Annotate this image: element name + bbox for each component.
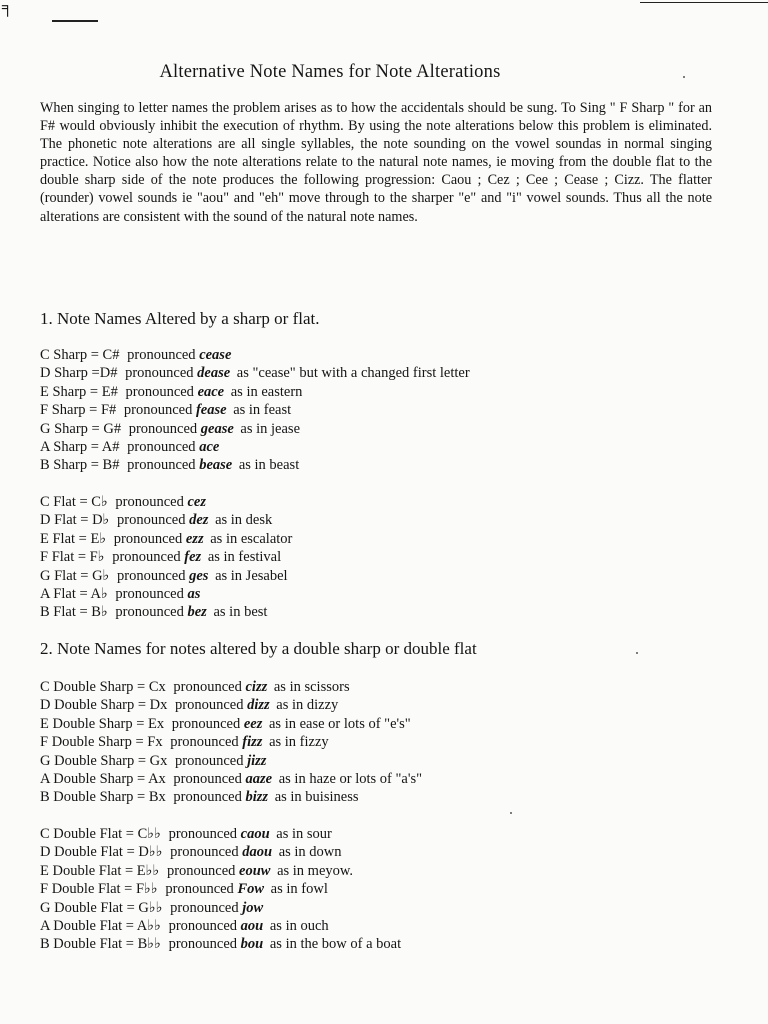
double-sharp-row [40,696,422,714]
speck [683,76,685,78]
syllable-name: cizz [245,679,268,695]
syllable-name: jizz [247,752,267,769]
example-text: as in Jesabel [215,567,288,584]
pronounced-label: pronounced [117,567,186,584]
note-equation: A Sharp = A# [40,438,120,455]
sharp-row [40,346,470,364]
note-equation: F Double Sharp = Fx [40,734,163,751]
note-equation: F Sharp = F# [40,402,117,419]
speck [510,812,512,814]
syllable-name: Fow [237,881,265,898]
syllable-name: aou [240,917,264,934]
pronounced-label: pronounced [115,494,184,510]
sharp-row [40,420,470,438]
example-text: as in eastern [230,383,303,400]
pronounced-label: pronounced [173,789,242,806]
sharp-row [40,456,470,474]
note-equation: D Double Flat = D♭♭ [40,844,163,861]
double-sharp-row [40,752,422,770]
flat-row [40,567,292,585]
page-title: Alternative Note Names for Note Alterations [159,62,501,82]
pronounced-label: pronounced [171,715,241,732]
double-sharp-row [40,788,422,806]
pronounced-label: pronounced [173,679,242,695]
top-rule-right [640,2,768,3]
note-equation: D Flat = D♭ [40,512,110,529]
flats-list [40,493,292,622]
syllable-name: ges [189,567,209,584]
example-text: as in ease or lots of "e's" [269,715,411,732]
pronounced-label: pronounced [127,438,196,455]
double-flat-row [40,880,401,898]
note-equation: C Sharp = C# [40,347,120,363]
pronounced-label: pronounced [170,734,239,751]
pronounced-label: pronounced [168,936,238,953]
double-sharp-row [40,733,422,751]
note-equation: A Double Flat = A♭♭ [40,917,161,934]
section-1-heading: 1. Note Names Altered by a sharp or flat. [40,309,320,328]
double-sharp-row [40,770,422,788]
example-text: as in best [213,604,268,621]
example-text: as in sour [276,826,332,842]
note-equation: G Double Sharp = Gx [40,752,168,769]
syllable-name: fease [195,402,227,419]
note-equation: C Double Flat = C♭♭ [40,826,161,842]
example-text: as in buisiness [274,789,359,806]
syllable-name: ezz [185,530,204,547]
syllable-name: daou [242,844,273,861]
flat-row [40,585,292,603]
syllable-name: gease [200,420,234,437]
flat-row [40,603,292,621]
syllable-name: bou [240,936,264,953]
note-equation: F Flat = F♭ [40,549,105,566]
sharps-list [40,346,470,475]
double-flat-row [40,917,401,935]
note-equation: C Double Sharp = Cx [40,679,166,695]
note-equation: G Flat = G♭ [40,567,110,584]
note-equation: D Double Sharp = Dx [40,697,168,714]
example-text: as in dizzy [276,697,339,714]
pronounced-label: pronounced [168,917,238,934]
note-equation: A Flat = A♭ [40,585,108,602]
example-text: as in escalator [210,530,293,547]
example-text: as in jease [240,420,301,437]
pronounced-label: pronounced [117,512,186,529]
syllable-name: bez [187,604,207,621]
example-text: as in feast [233,402,292,419]
flat-row [40,493,292,511]
example-text: as in the bow of a boat [269,936,402,953]
pronounced-label: pronounced [175,697,244,714]
example-text: as in ouch [269,917,329,934]
pronounced-label: pronounced [115,604,184,621]
corner-mark: ╕ [2,0,14,16]
example-text: as "cease" but with a changed first letter [236,365,470,382]
syllable-name: bease [199,457,233,474]
note-equation: B Double Flat = B♭♭ [40,936,161,953]
pronounced-label: pronounced [173,770,242,787]
pronounced-label: pronounced [127,457,196,474]
top-rule-short [52,20,98,22]
syllable-name: eace [197,383,225,400]
note-equation: B Double Sharp = Bx [40,789,166,806]
note-equation: E Flat = E♭ [40,530,107,547]
syllable-name: fez [184,549,202,566]
flat-row [40,511,292,529]
note-equation: F Double Flat = F♭♭ [40,881,158,898]
syllable-name: eouw [239,862,271,879]
example-text: as in meyow. [277,862,354,879]
double-flat-row [40,862,401,880]
syllable-name: jow [242,899,264,916]
syllable-name: ace [199,438,220,455]
note-equation: C Flat = C♭ [40,494,108,510]
note-equation: A Double Sharp = Ax [40,770,166,787]
syllable-name: as [187,585,201,602]
note-equation: E Double Sharp = Ex [40,715,165,732]
example-text: as in fowl [270,881,328,898]
note-equation: E Double Flat = E♭♭ [40,862,160,879]
double-sharp-row [40,678,422,696]
note-equation: B Flat = B♭ [40,604,108,621]
syllable-name: dizz [247,697,270,714]
double-flat-row [40,899,401,917]
double-sharp-row [40,715,422,733]
pronounced-label: pronounced [170,899,239,916]
example-text: as in scissors [273,679,350,695]
speck [636,652,638,654]
syllable-name: cease [199,347,232,363]
example-text: as in fizzy [269,734,329,751]
syllable-name: caou [240,826,270,842]
double-flat-row [40,825,401,843]
note-equation: G Sharp = G# [40,420,122,437]
flat-row [40,548,292,566]
flat-row [40,530,292,548]
example-text: as in beast [238,457,300,474]
pronounced-label: pronounced [115,585,184,602]
note-equation: E Sharp = E# [40,383,118,400]
sharp-row [40,383,470,401]
pronounced-label: pronounced [128,420,198,437]
pronounced-label: pronounced [170,844,239,861]
example-text: as in haze or lots of "a's" [278,770,423,787]
syllable-name: eez [243,715,263,732]
syllable-name: bizz [245,789,269,806]
pronounced-label: pronounced [113,530,183,547]
sharp-row [40,438,470,456]
example-text: as in desk [215,512,273,529]
section-2-heading: 2. Note Names for notes altered by a double sharp or double flat [40,639,477,658]
pronounced-label: pronounced [175,752,244,769]
double-flat-row [40,843,401,861]
pronounced-label: pronounced [125,383,194,400]
pronounced-label: pronounced [127,347,196,363]
pronounced-label: pronounced [112,549,181,566]
pronounced-label: pronounced [165,881,234,898]
pronounced-label: pronounced [168,826,238,842]
double-flat-row [40,935,401,953]
syllable-name: dease [197,365,231,382]
double-sharps-list [40,678,422,807]
syllable-name: cez [187,494,207,510]
note-equation: B Sharp = B# [40,457,120,474]
sharp-row [40,401,470,419]
example-text: as in down [278,844,342,861]
syllable-name: fizz [242,734,263,751]
pronounced-label: pronounced [166,862,236,879]
note-equation: G Double Flat = G♭♭ [40,899,163,916]
pronounced-label: pronounced [123,402,193,419]
sharp-row [40,364,470,382]
note-equation: D Sharp =D# [40,365,118,382]
syllable-name: dez [189,512,209,529]
pronounced-label: pronounced [125,365,194,382]
intro-paragraph: When singing to letter names the problem arises as to how the accidentals should be sung. To Sing " F Sharp " for an F# would obviously inhibit the execution of rhythm. By using the note alterations below this problem is eliminated. The phonetic note alterations are all single syllables, the note sounding on the vowel soundas in normal singing practice. Notice also how the note alterations relate to the natural note names, ie moving from the double flat to the double sharp side of the note produces the following progression: Caou ; Cez ; Cee ; Cease ; Cizz. The flatter (rounder) vowel sounds ie "aou" and "eh" move through to the sharper "e" and "i" vowel sounds. Thus all the note alterations are consistent with the sound of the natural note names. [40,100,712,225]
example-text: as in festival [207,549,282,566]
double-flats-list [40,825,401,954]
syllable-name: aaze [245,770,273,787]
